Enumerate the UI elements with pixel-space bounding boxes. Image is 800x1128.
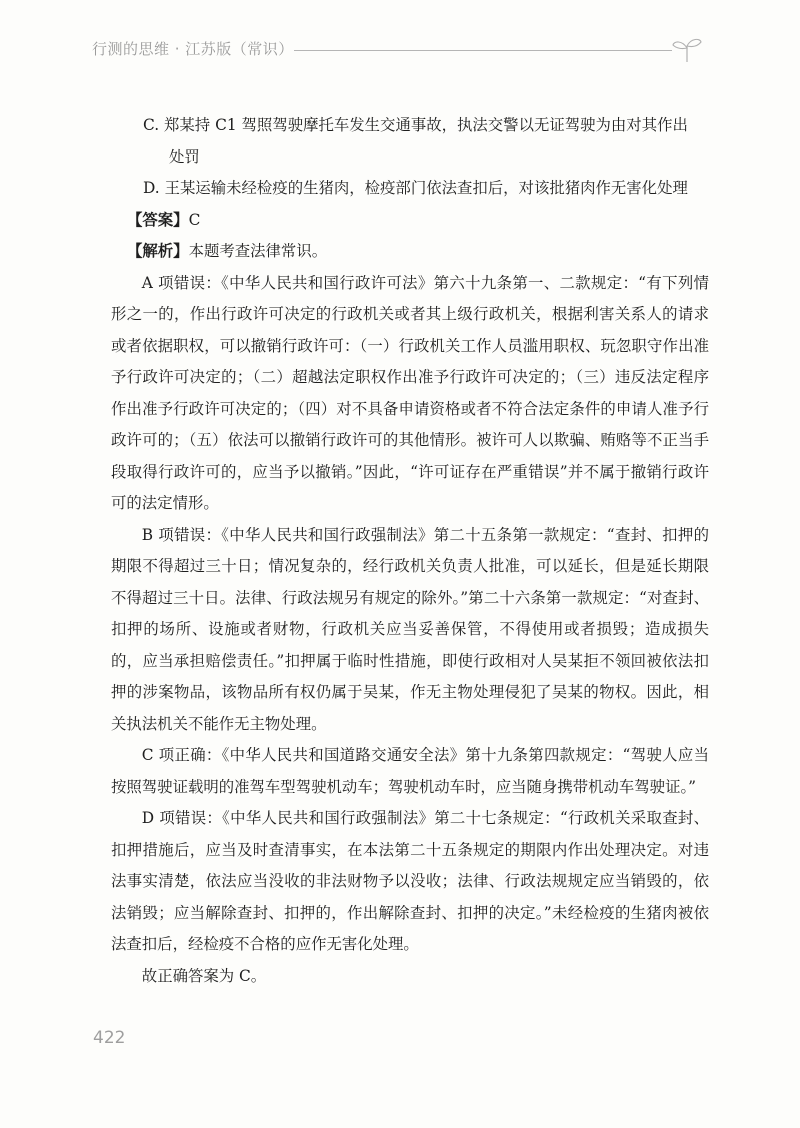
answer-label: 【答案】 [127,210,189,229]
analysis-line [111,236,709,268]
analysis-intro: 本题考查法律常识。 [188,242,328,260]
answer-value: C [188,210,201,229]
conclusion: 故正确答案为 C。 [141,966,267,985]
page-number: 422 [93,1028,126,1048]
analysis-paragraph-d: D 项错误：《中华人民共和国行政强制法》第二十七条规定：“行政机关采取查封、扣押措施后，应当及时查清事实，在本法第二十五条规定的期限内作出处理决定。对违法事实清楚，依法应当没收的非法财物予以没收；法律、行政法规规定应当销毁的，依法销毁；应当解除查封、扣押的，作出解除查封、扣押的决定。”未经检疫的生猪肉被依法查扣后，经检疫不合格的应作无害化处理。 [111,809,709,953]
page-header [92,36,722,66]
option-c-continuation: 处罚 [169,147,200,166]
page-content [111,110,709,992]
header-divider [294,50,672,51]
analysis-paragraph-c: C 项正确：《中华人民共和国道路交通安全法》第十九条第四款规定：“驾驶人应当按照驾驶证载明的准驾车型驾驶机动车；驾驶机动车时，应当随身携带机动车驾驶证。” [111,746,709,796]
running-header-title: 行测的思维 · 江苏版（常识） [92,40,294,58]
analysis-paragraph-b: B 项错误：《中华人民共和国行政强制法》第二十五条第一款规定：“查封、扣押的期限不得超过三十日；情况复杂的，经行政机关负责人批准，可以延长，但是延长期限不得超过三十日。法律、行政法规另有规定的除外。”第二十六条第一款规定：“对查封、扣押的场所、设施或者财物，行政机关应当妥善保管，不得使用或者损毁；造成损失的，应当承担赔偿责任。”扣押属于临时性措施，即使行政相对人吴某拒不领回被依法扣押的涉案物品，该物品所有权仍属于吴某，作无主物处理侵犯了吴某的物权。因此，相关执法机关不能作无主物处理。 [111,525,709,733]
analysis-label: 【解析】 [127,242,189,260]
analysis-paragraph-a: A 项错误：《中华人民共和国行政许可法》第六十九条第一、二款规定：“有下列情形之一的，作出行政许可决定的行政机关或者其上级行政机关，根据利害关系人的请求或者依据职权，可以撤销行政许可：（一）行政机关工作人员滥用职权、玩忽职守作出准予行政许可决定的；（二）超越法定职权作出准予行政许可决定的；（三）违反法定程序作出准予行政许可决定的；（四）对不具备申请资格或者不符合法定条件的申请人准予行政许可的；（五）依法可以撤销行政许可的其他情形。被许可人以欺骗、贿赂等不正当手段取得行政许可的，应当予以撤销。”因此，“许可证存在严重错误”并不属于撤销行政许可的法定情形。 [111,273,709,512]
option-d: D. 王某运输未经检疫的生猪肉，检疫部门依法查扣后，对该批猪肉作无害化处理 [143,179,688,197]
option-c: C. 郑某持 C1 驾照驾驶摩托车发生交通事故，执法交警以无证驾驶为由对其作出 [143,116,688,134]
answer-line [111,205,709,237]
sprout-icon [670,36,704,64]
